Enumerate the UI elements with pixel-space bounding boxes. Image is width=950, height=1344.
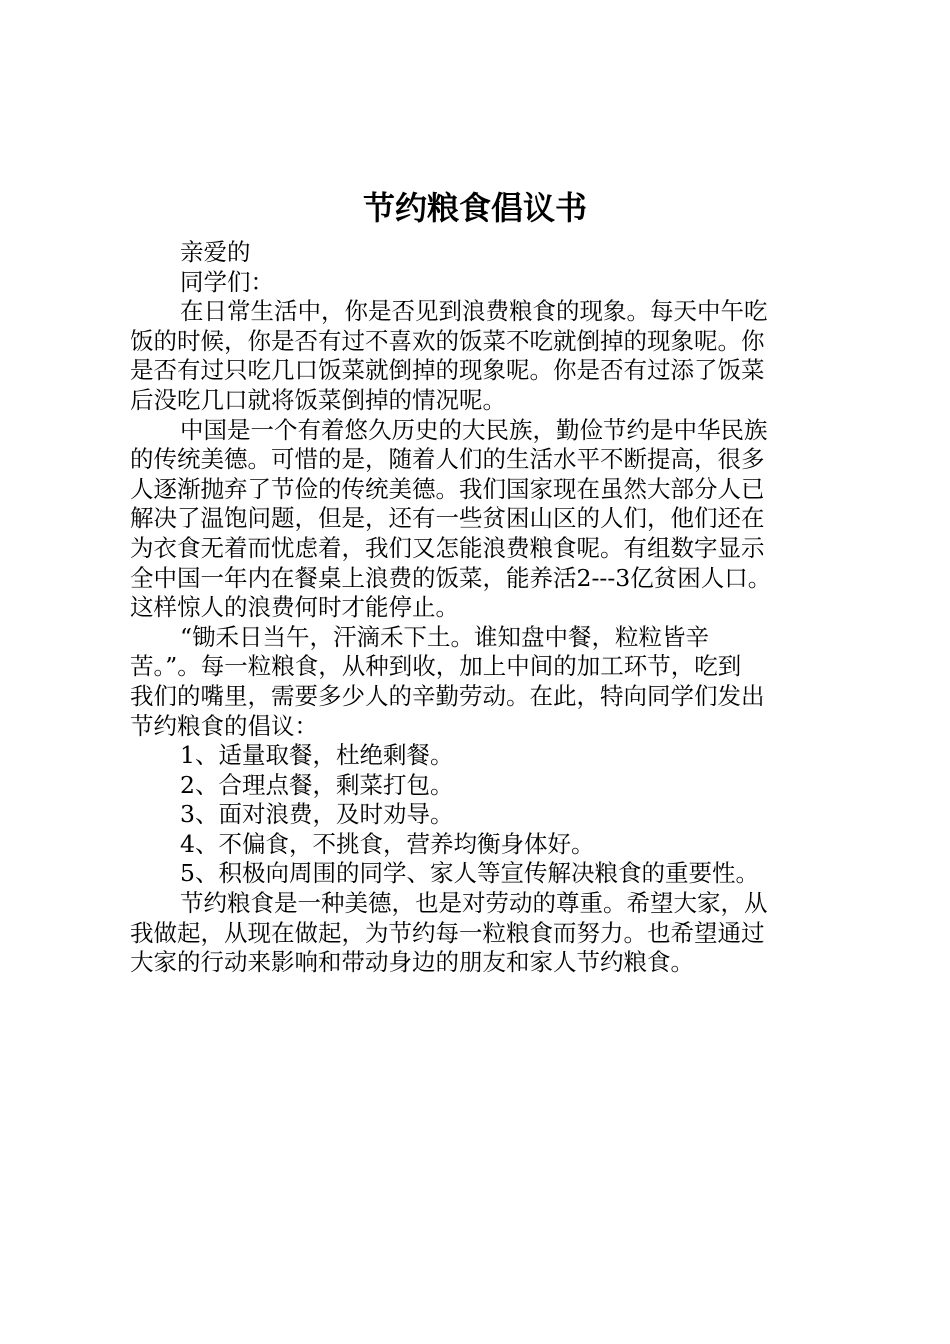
salutation-line: 同学们： — [180, 267, 274, 296]
proposal-item: 4、不偏食，不挑食，营养均衡身体好。 — [180, 829, 595, 858]
paragraph-line: 我们的嘴里，需要多少人的辛勤劳动。在此，特向同学们发出 — [130, 681, 765, 710]
paragraph-line: 苦。”。每一粒粮食，从种到收，加上中间的加工环节，吃到 — [130, 652, 742, 681]
paragraph-line: 在日常生活中，你是否见到浪费粮食的现象。每天中午吃 — [180, 297, 768, 326]
paragraph-line: 饭的时候，你是否有过不喜欢的饭菜不吃就倒掉的现象呢。你 — [130, 326, 765, 355]
paragraph-line: 节约粮食的倡议： — [130, 711, 318, 740]
salutation-line: 亲爱的 — [180, 238, 251, 266]
proposal-item: 5、积极向周围的同学、家人等宣传解决粮食的重要性。 — [180, 859, 759, 888]
closing-line: 我做起，从现在做起，为节约每一粒粮食而努力。也希望通过 — [130, 918, 765, 947]
paragraph-line: 是否有过只吃几口饭菜就倒掉的现象呢。你是否有过添了饭菜 — [130, 356, 765, 385]
proposal-item: 1、适量取餐，杜绝剩餐。 — [180, 741, 454, 770]
paragraph-line: 后没吃几口就将饭菜倒掉的情况呢。 — [130, 385, 506, 414]
paragraph-line: “锄禾日当午，汗滴禾下土。谁知盘中餐，粒粒皆辛 — [180, 622, 710, 651]
paragraph-line: 解决了温饱问题，但是，还有一些贫困山区的人们，他们还在 — [130, 504, 765, 533]
paragraph-line: 的传统美德。可惜的是，随着人们的生活水平不断提高，很多 — [130, 445, 765, 474]
paragraph-line: 中国是一个有着悠久历史的大民族，勤俭节约是中华民族 — [180, 415, 768, 444]
paragraph-line: 全中国一年内在餐桌上浪费的饭菜，能养活2---3亿贫困人口。 — [130, 563, 772, 592]
document-title: 节约粮食倡议书 — [362, 189, 587, 227]
paragraph-line: 为衣食无着而忧虑着，我们又怎能浪费粮食呢。有组数字显示 — [130, 533, 765, 562]
closing-line: 大家的行动来影响和带动身边的朋友和家人节约粮食。 — [130, 948, 694, 977]
proposal-item: 3、面对浪费，及时劝导。 — [180, 800, 454, 829]
paragraph-line: 人逐渐抛弃了节俭的传统美德。我们国家现在虽然大部分人已 — [130, 474, 765, 503]
document-body — [130, 238, 835, 978]
closing-line: 节约粮食是一种美德，也是对劳动的尊重。希望大家，从 — [180, 889, 768, 918]
proposal-item: 2、合理点餐，剩菜打包。 — [180, 770, 454, 799]
paragraph-line: 这样惊人的浪费何时才能停止。 — [130, 593, 459, 622]
